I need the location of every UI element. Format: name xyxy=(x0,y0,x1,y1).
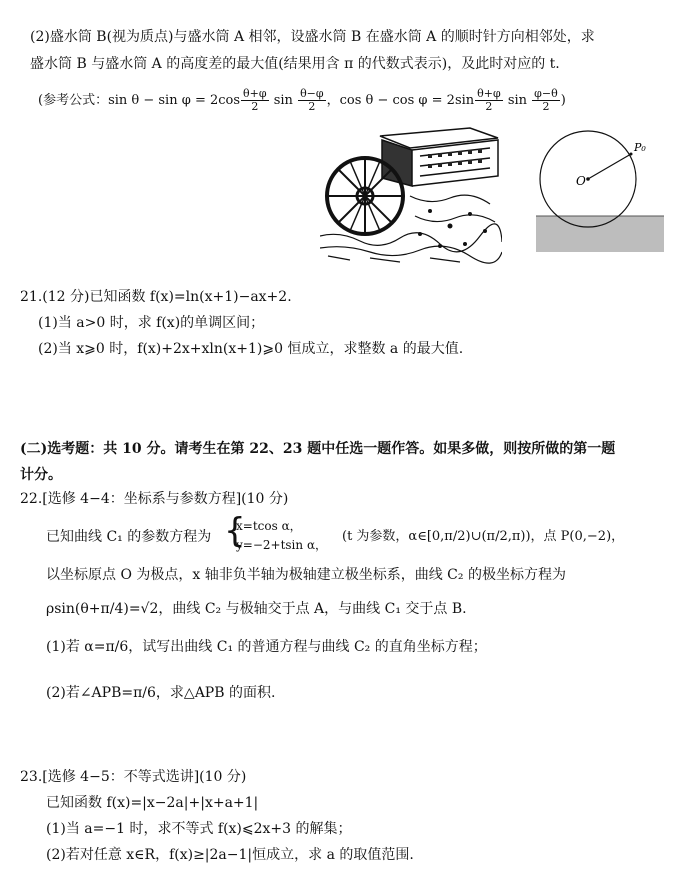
radius-line xyxy=(588,154,631,179)
q21-part1: (1)当 a>0 时，求 f(x)的单调区间； xyxy=(38,315,265,331)
q21-part2: (2)当 x⩾0 时，f(x)+2x+xln(x+1)⩾0 恒成立，求整数 a 的最大值. xyxy=(38,341,464,357)
elective-header-line2: 计分。 xyxy=(20,467,62,483)
q23-part1: (1)当 a=−1 时，求不等式 f(x)⩽2x+3 的解集； xyxy=(46,821,352,837)
fraction: $\frac{\theta+\varphi}{2}$ xyxy=(243,87,267,113)
circle-diagram xyxy=(532,128,664,254)
q22-line2: 以坐标原点 O 为极点，x 轴非负半轴为极轴建立极坐标系，曲线 C₂ 的极坐标方程为 xyxy=(46,567,566,583)
q22-line3: ρsin(θ+π/4)=√2，曲线 C₂ 与极轴交于点 A，与曲线 C₁ 交于点 B. xyxy=(46,601,467,617)
fraction: $\frac{\theta-\varphi}{2}$ xyxy=(300,87,324,113)
q22-part1: (1)若 α=π/6，试写出曲线 C₁ 的普通方程与曲线 C₂ 的直角坐标方程； xyxy=(46,639,487,655)
point-label: P₀ xyxy=(634,141,646,154)
q22-condition: (t 为参数，α∈[0,π/2)∪(π/2,π))，点 P(0,−2)， xyxy=(342,529,625,544)
fraction: $\frac{\theta+\varphi}{2}$ xyxy=(477,87,501,113)
param-eq2: y=−2+tsin α， xyxy=(236,538,328,552)
formula-mid: ，cos θ − cos φ = 2sin xyxy=(326,93,475,108)
q23-part2: (2)若对任意 x∈R，f(x)≥|2a−1|恒成立，求 a 的取值范围. xyxy=(46,847,414,863)
fraction: $\frac{\varphi-\theta}{2}$ xyxy=(534,87,558,113)
formula-prefix: (参考公式：sin θ − sin φ = 2cos xyxy=(38,93,241,108)
q20-part2-line1: (2)盛水筒 B(视为质点)与盛水筒 A 相邻，设盛水筒 B 在盛水筒 A 的顺时针方向相邻处，求 xyxy=(30,29,595,45)
water-region xyxy=(536,216,664,252)
center-label: O xyxy=(576,174,586,188)
reference-formula: (参考公式：sin θ − sin φ = 2cos $\frac{\theta+\varphi}{2}$ sin $\frac{\theta-\varphi}{2}$ ，cos θ − cos φ = 2sin $\frac{\theta+\varphi}{2}$ sin $\frac{\varphi-\theta}{2}$ ) xyxy=(38,87,566,113)
param-eq1: x=tcos α， xyxy=(236,519,302,533)
q22-title: 22.[选修 4−4：坐标系与参数方程](10 分) xyxy=(20,491,289,507)
parametric-system: { x=tcos α， y=−2+tsin α， xyxy=(224,511,328,552)
q22-intro: 已知曲线 C₁ 的参数方程为 xyxy=(46,529,212,545)
q23-title: 23.[选修 4−5：不等式选讲](10 分) xyxy=(20,769,247,785)
q21-title: 21.(12 分)已知函数 f(x)=ln(x+1)−ax+2. xyxy=(20,289,292,305)
elective-header-line1: (二)选考题：共 10 分。请考生在第 22、23 题中任选一题作答。如果多做，则按所做的第一题 xyxy=(20,441,616,457)
q20-part2-line2: 盛水筒 B 与盛水筒 A 的高度差的最大值(结果用含 π 的代数式表示)，及此时对应的 t. xyxy=(30,56,560,72)
q23-intro: 已知函数 f(x)=|x−2a|+|x+a+1| xyxy=(46,795,259,811)
water-wheel-illustration xyxy=(320,126,502,264)
q22-part2: (2)若∠APB=π/6，求△APB 的面积. xyxy=(46,685,276,701)
